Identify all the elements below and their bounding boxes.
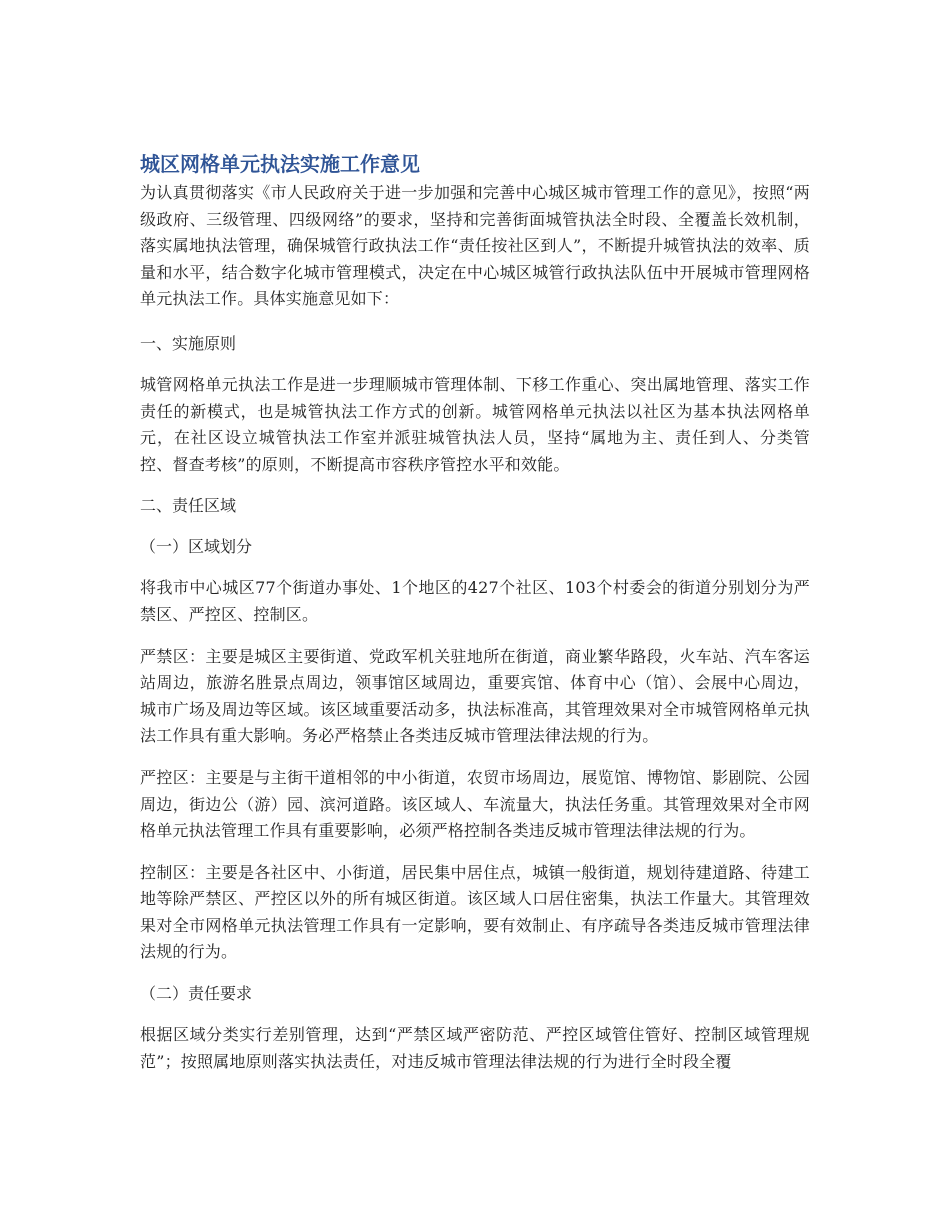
- area-division-paragraph: 将我市中心城区77个街道办事处、1个地区的427个社区、103个村委会的街道分别划分为严禁区、严控区、控制区。: [140, 578, 810, 624]
- responsibility-requirements-paragraph: 根据区域分类实行差别管理，达到“严禁区域严密防范、严控区域管住管好、控制区域管理规范”；按照属地原则落实执法责任，对违反城市管理法律法规的行为进行全时段全覆: [140, 1025, 810, 1071]
- section-heading-responsibility-areas: 二、责任区域: [140, 496, 237, 516]
- strict-control-zone-paragraph: 严控区：主要是与主街干道相邻的中小街道，农贸市场周边，展览馆、博物馆、影剧院、公园周边，街边公（游）园、滨河道路。该区域人、车流量大，执法任务重。其管理效果对全市网格单元执法管理工作具有重要影响，必须严格控制各类违反城市管理法律法规的行为。: [140, 767, 810, 841]
- subsection-heading-responsibility-requirements: （二）责任要求: [140, 984, 253, 1004]
- strict-zone-paragraph: 严禁区：主要是城区主要街道、党政军机关驻地所在街道，商业繁华路段，火车站、汽车客运站周边，旅游名胜景点周边，领事馆区域周边，重要宾馆、体育中心（馆）、会展中心周边，城市广场及周边等区域。该区域重要活动多，执法标准高，其管理效果对全市城管网格单元执法工作具有重大影响。务必严格禁止各类违反城市管理法律法规的行为。: [140, 646, 810, 746]
- subsection-heading-area-division: （一）区域划分: [140, 537, 253, 557]
- intro-paragraph: 为认真贯彻落实《市人民政府关于进一步加强和完善中心城区城市管理工作的意见》，按照“两级政府、三级管理、四级网络”的要求，坚持和完善街面城管执法全时段、全覆盖长效机制，落实属地执法管理，确保城管行政执法工作“责任按社区到人”，不断提升城管执法的效率、质量和水平，结合数字化城市管理模式，决定在中心城区城管行政执法队伍中开展城市管理网格单元执法工作。具体实施意见如下：: [140, 183, 810, 309]
- document-page: [140, 150, 810, 1090]
- document-title: 城区网格单元执法实施工作意见: [140, 152, 420, 176]
- control-zone-paragraph: 控制区：主要是各社区中、小街道，居民集中居住点，城镇一般街道，规划待建道路、待建工地等除严禁区、严控区以外的所有城区街道。该区域人口居住密集，执法工作量大。其管理效果对全市网格单元执法管理工作具有一定影响，要有效制止、有序疏导各类违反城市管理法律法规的行为。: [140, 862, 810, 962]
- principles-paragraph: 城管网格单元执法工作是进一步理顺城市管理体制、下移工作重心、突出属地管理、落实工作责任的新模式，也是城管执法工作方式的创新。城管网格单元执法以社区为基本执法网格单元，在社区设立城管执法工作室并派驻城管执法人员，坚持“属地为主、责任到人、分类管控、督查考核”的原则，不断提高市容秩序管控水平和效能。: [140, 374, 810, 474]
- section-heading-principles: 一、实施原则: [140, 333, 237, 353]
